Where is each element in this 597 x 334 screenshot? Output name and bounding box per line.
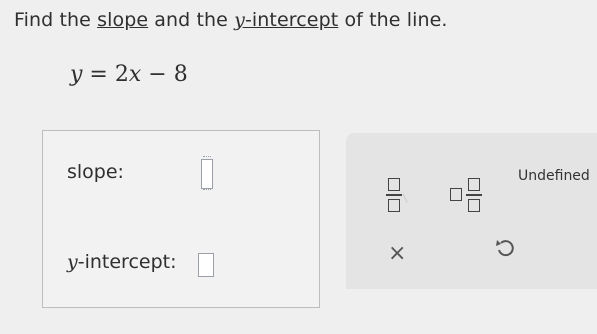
prompt-text-end: of the line. <box>338 9 448 31</box>
undefined-button[interactable]: Undefined <box>518 168 590 184</box>
y-intercept-input[interactable] <box>198 253 214 277</box>
undo-button[interactable] <box>494 238 516 260</box>
prompt-text-start: Find the <box>14 9 98 31</box>
equation-lhs: y <box>70 62 83 87</box>
mixed-denominator-box-icon <box>468 199 480 212</box>
equation-x: x <box>128 62 142 87</box>
undo-icon <box>494 238 516 260</box>
mixed-fraction-icon <box>466 178 482 212</box>
math-toolbar <box>346 133 597 289</box>
prompt-text-mid: and the <box>148 9 235 31</box>
slope-link[interactable]: slope <box>97 9 149 31</box>
numerator-box-icon <box>388 178 400 191</box>
line-equation <box>70 62 188 87</box>
intercept-y-variable: y <box>67 251 78 273</box>
slope-label: slope: <box>67 161 124 183</box>
answer-panel <box>42 130 320 308</box>
slope-input[interactable] <box>201 159 213 189</box>
equation-equals: = 2 <box>82 62 129 87</box>
whole-number-box-icon <box>450 188 462 201</box>
y-intercept-link[interactable] <box>234 9 338 31</box>
mixed-fraction-bar-icon <box>466 194 482 196</box>
equation-rest: − 8 <box>141 62 188 87</box>
question-prompt <box>14 9 448 31</box>
mixed-numerator-box-icon <box>468 178 480 191</box>
intercept-link-text: -intercept <box>244 9 339 31</box>
mixed-number-button[interactable] <box>450 178 482 212</box>
y-variable: y <box>234 9 245 31</box>
y-intercept-label <box>67 251 177 273</box>
clear-button[interactable]: × <box>388 241 407 266</box>
intercept-label-text: -intercept: <box>77 251 177 273</box>
